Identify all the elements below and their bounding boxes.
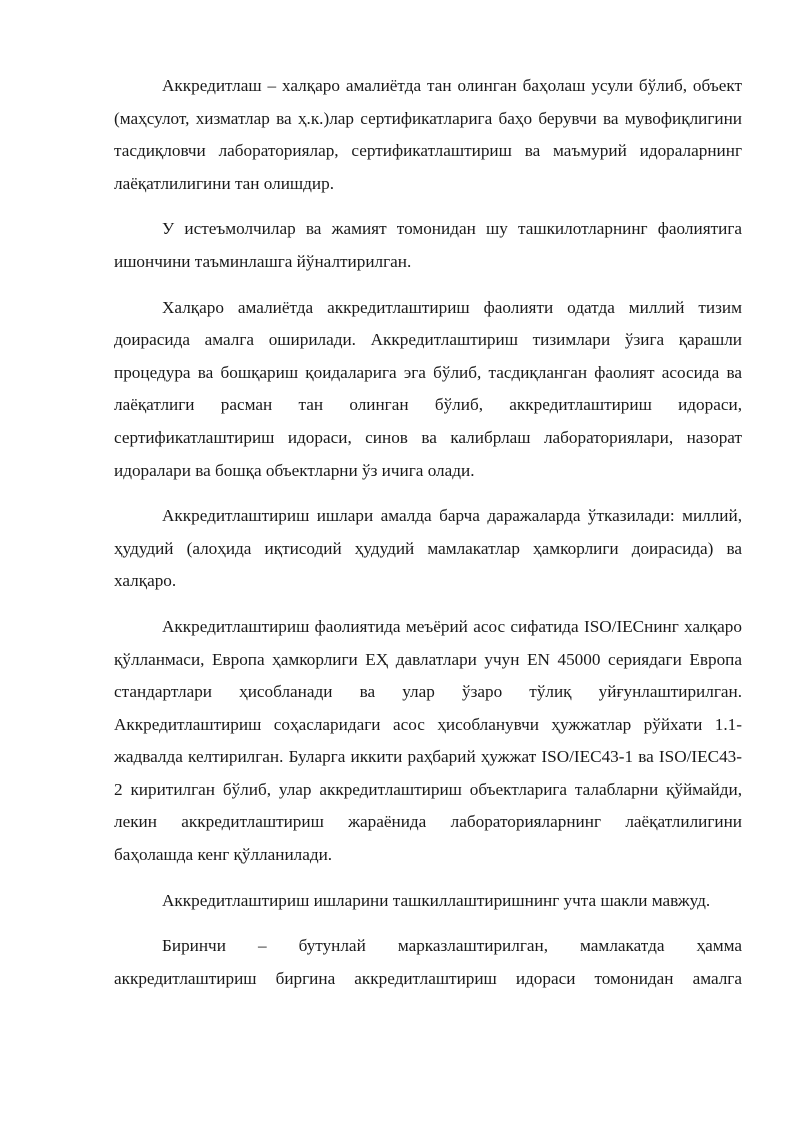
- document-body: [114, 70, 742, 995]
- paragraph-accreditation-levels: Аккредитлаштириш ишлари амалда барча даражаларда ўтказилади: миллий, ҳудудий (алоҳида иқтисодий ҳудудий мамлакатлар ҳамкорлиги доирасида) ва халқаро.: [114, 506, 742, 591]
- paragraph-three-forms: Аккредитлаштириш ишларини ташкиллаштиришнинг учта шакли мавжуд.: [162, 890, 711, 910]
- paragraph-first-form: Биринчи – бутунлай марказлаштирилган, мамлакатда ҳамма аккредитлаштириш биргина аккредитлаштириш идораси томонидан амалга: [114, 936, 742, 988]
- paragraph-consumer-trust: У истеъмолчилар ва жамият томонидан шу ташкилотларнинг фаолиятига ишончини таъминлашга йўналтирилган.: [114, 219, 742, 271]
- paragraph-accreditation-definition: Аккредитлаш – халқаро амалиётда тан олинган баҳолаш усули бўлиб, объект (маҳсулот, хизматлар ва ҳ.к.)лар сертификатларига баҳо берувчи ва мувофиқлигини тасдиқловчи лабораториялар, сертификатлаштириш ва маъмурий идораларнинг лаёқатлилигини тан олишдир.: [114, 76, 742, 193]
- paragraph-normative-basis: Аккредитлаштириш фаолиятида меъёрий асос сифатида ISO/IECнинг халқаро қўлланмаси, Европа ҳамкорлиги ЕҲ давлатлари учун EN 45000 сериядаги Европа стандартлари ҳисобланади ва улар ўзаро тўлиқ уйғунлаштирилган. Аккредитлаштириш соҳасларидаги асос ҳисобланувчи ҳужжатлар рўйхати 1.1-жадвалда келтирилган. Буларга иккити раҳбарий ҳужжат ISO/IEC43-1 ва ISO/IEC43-2 киритилган бўлиб, улар аккредитлаштириш объектларига талабларни қўймайди, лекин аккредитлаштириш жараёнида лабораторияларнинг лаёқатлилигини баҳолашда кенг қўлланилади.: [114, 616, 742, 865]
- paragraph-international-practice: Халқаро амалиётда аккредитлаштириш фаолияти одатда миллий тизим доирасида амалга оширилади. Аккредитлаштириш тизимлари ўзига қарашли процедура ва бошқариш қоидаларига эга бўлиб, тасдиқланган фаолият асосида ва лаёқатлиги расман тан олинган бўлиб, аккредитлаштириш идораси, сертификатлаштириш идораси, синов ва калибрлаш лабораториялари, назорат идоралари ва бошқа объектларни ўз ичига олади.: [114, 297, 742, 480]
